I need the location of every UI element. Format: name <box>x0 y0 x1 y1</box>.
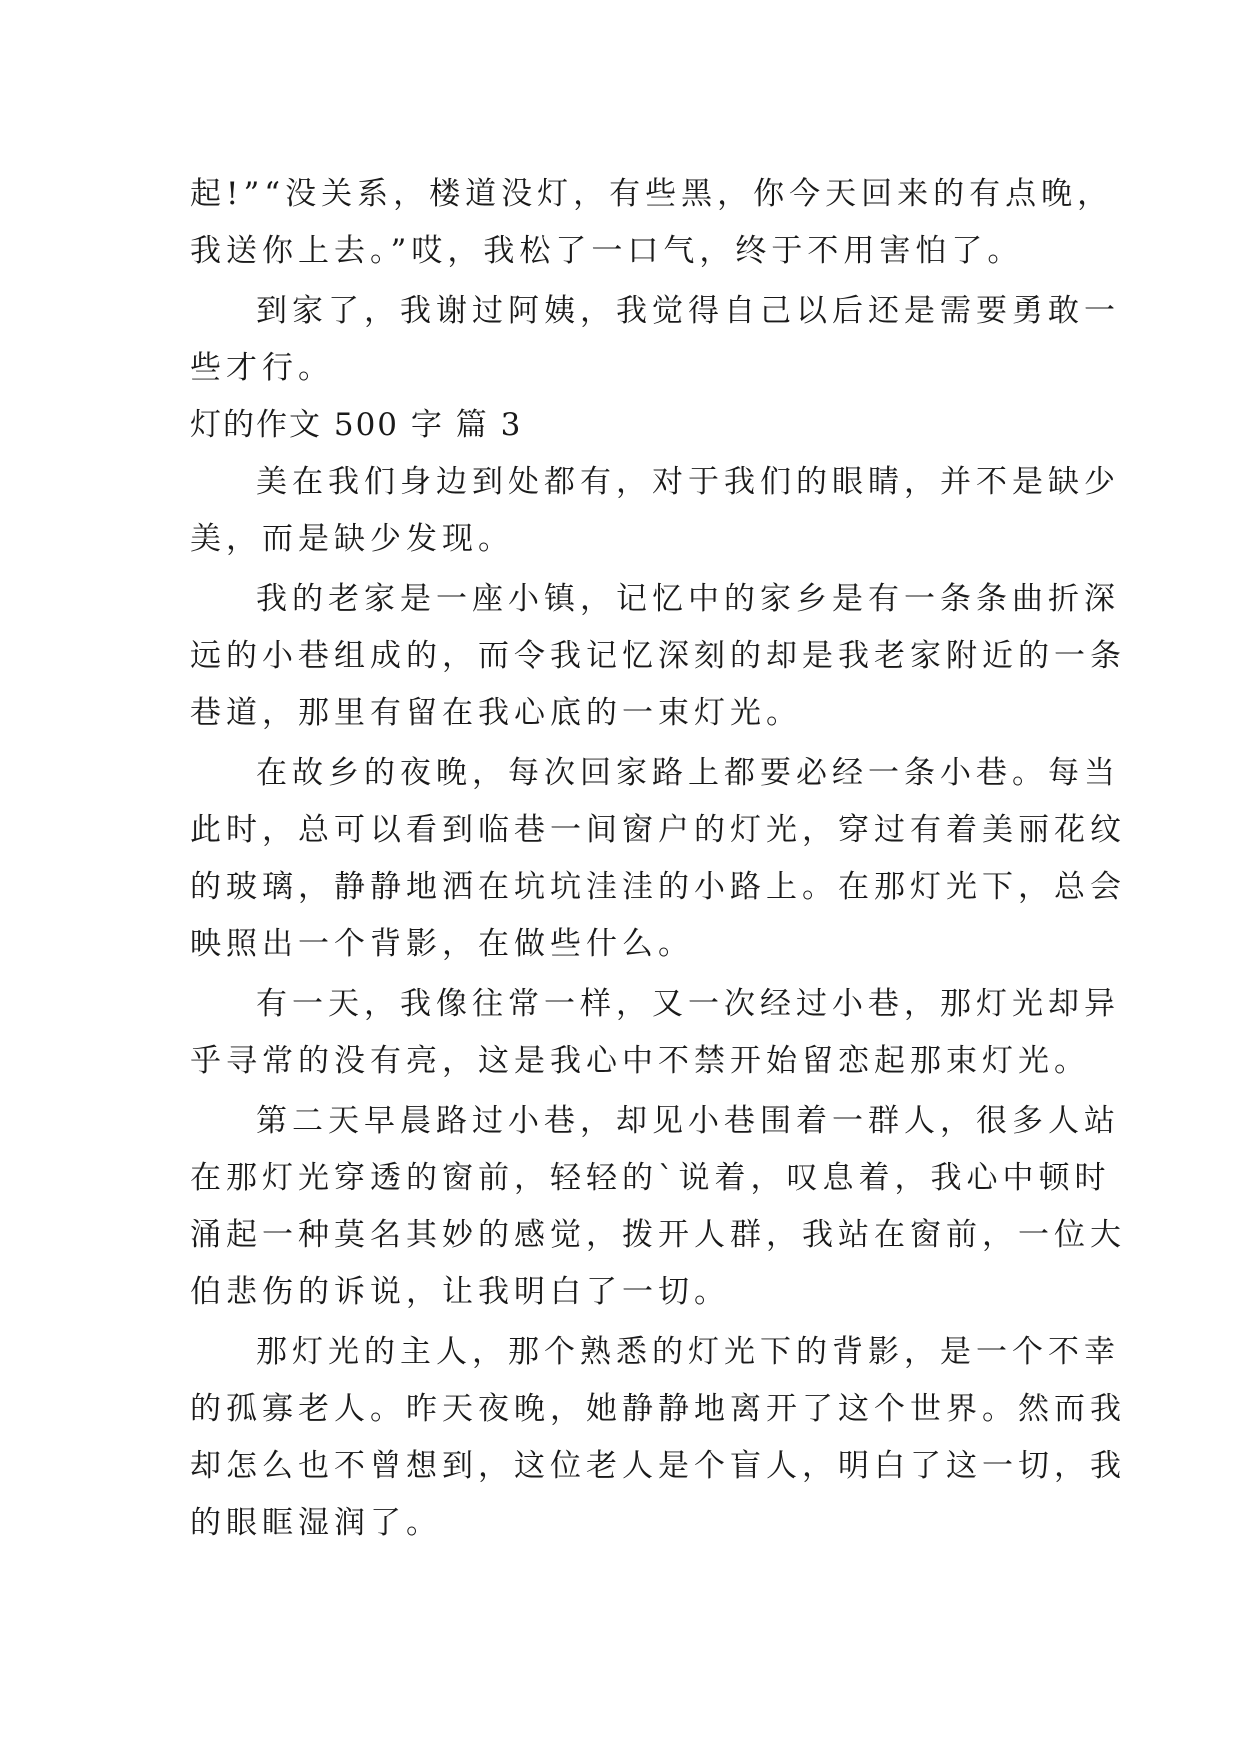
text-line: 第二天早晨路过小巷，却见小巷围着一群人，很多人站 <box>256 1103 1120 1139</box>
text-line: 起!”“没关系，楼道没灯，有些黑，你今天回来的有点晚， <box>190 176 1114 212</box>
text-line: 的玻璃，静静地洒在坑坑洼洼的小路上。在那灯光下，总会 <box>190 869 1126 905</box>
text-line: 映照出一个背影，在做些什么。 <box>190 926 694 962</box>
text-line: 此时，总可以看到临巷一间窗户的灯光，穿过有着美丽花纹 <box>190 812 1126 848</box>
paragraph <box>190 1093 1126 1321</box>
paragraph <box>190 571 1126 742</box>
text-line: 美，而是缺少发现。 <box>190 521 514 557</box>
text-line: 巷道，那里有留在我心底的一束灯光。 <box>190 695 802 731</box>
text-line: 我的老家是一座小镇，记忆中的家乡是有一条条曲折深 <box>256 581 1120 617</box>
text-line: 却怎么也不曾想到，这位老人是个盲人，明白了这一切，我 <box>190 1448 1126 1484</box>
text-line: 的孤寡老人。昨天夜晚，她静静地离开了这个世界。然而我 <box>190 1391 1126 1427</box>
section-heading: 灯的作文 500 字 篇 3 <box>190 407 523 443</box>
paragraph <box>190 745 1126 973</box>
text-line: 有一天，我像往常一样，又一次经过小巷，那灯光却异 <box>256 986 1120 1022</box>
text-line: 伯悲伤的诉说，让我明白了一切。 <box>190 1274 730 1310</box>
text-line: 我送你上去。”哎，我松了一口气，终于不用害怕了。 <box>190 233 1024 269</box>
document-body <box>190 166 1126 1552</box>
text-line: 乎寻常的没有亮，这是我心中不禁开始留恋起那束灯光。 <box>190 1043 1090 1079</box>
paragraph <box>190 976 1120 1090</box>
text-line: 在故乡的夜晚，每次回家路上都要必经一条小巷。每当 <box>256 755 1120 791</box>
text-line: 的眼眶湿润了。 <box>190 1505 442 1541</box>
paragraph <box>190 166 1114 280</box>
text-line: 在那灯光穿透的窗前，轻轻的`说着，叹息着，我心中顿时 <box>190 1160 1111 1196</box>
text-line: 远的小巷组成的，而令我记忆深刻的却是我老家附近的一条 <box>190 638 1126 674</box>
paragraph <box>190 283 1120 397</box>
text-line: 到家了，我谢过阿姨，我觉得自己以后还是需要勇敢一 <box>256 293 1120 329</box>
text-line: 那灯光的主人，那个熟悉的灯光下的背影，是一个不幸 <box>256 1334 1120 1370</box>
text-line: 些才行。 <box>190 350 334 386</box>
text-line: 涌起一种莫名其妙的感觉，拨开人群，我站在窗前，一位大 <box>190 1217 1126 1253</box>
text-line: 美在我们身边到处都有，对于我们的眼睛，并不是缺少 <box>256 464 1120 500</box>
paragraph <box>190 454 1120 568</box>
paragraph <box>190 1324 1126 1552</box>
